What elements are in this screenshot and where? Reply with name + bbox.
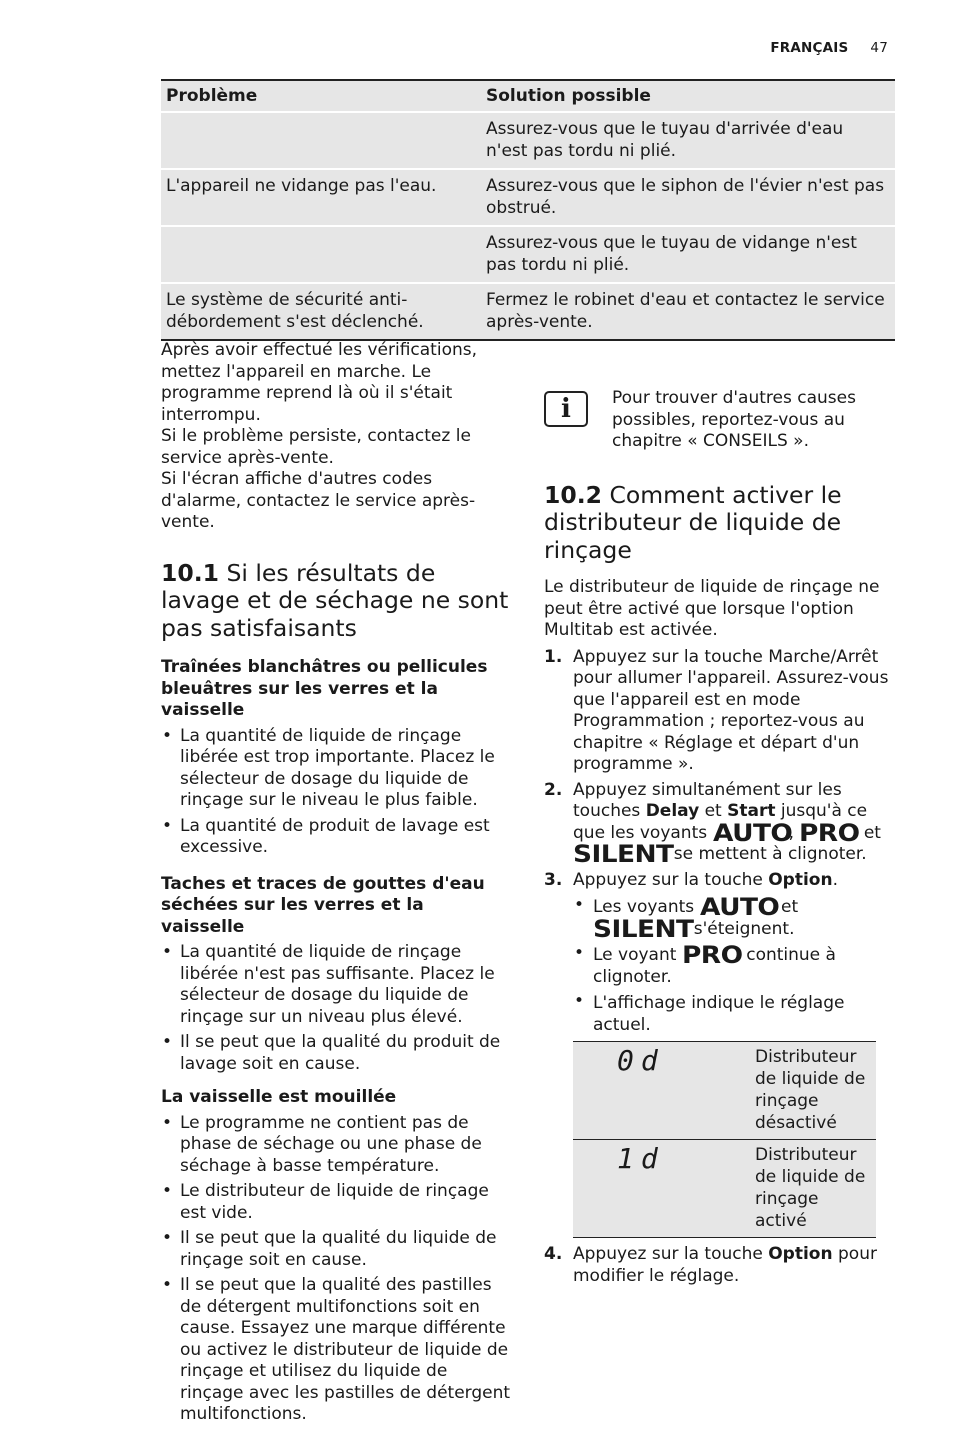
item-text: Les voyants — [593, 897, 700, 917]
info-note — [544, 388, 896, 453]
display-code: 1d — [573, 1140, 749, 1238]
bullet-list — [161, 942, 511, 1075]
list-item — [573, 941, 896, 988]
list-item — [573, 893, 896, 943]
step-number: 4. — [544, 1244, 563, 1264]
subheading: Taches et traces de gouttes d'eau séchées sur les verres et la vaisselle — [161, 873, 485, 937]
list-item: • Il se peut que la qualité des pastilles de détergent multifonctions soit en cause. Essayez une marque différente ou activez le distributeur de liquide de rinçage et utilisez du liquide de rinçage avec les pastilles de détergent multifonctions. — [161, 1275, 511, 1426]
table-row — [573, 1140, 876, 1238]
start-key-label: Start — [727, 801, 776, 821]
left-column — [161, 340, 511, 1430]
step-text: . — [832, 869, 838, 890]
solution-cell: Assurez-vous que le tuyau de vidange n'est pas tordu ni plié. — [474, 226, 895, 283]
section-intro: Le distributeur de liquide de rinçage ne peut être activé que lorsque l'option Multitab est activée. — [544, 577, 880, 640]
table-header-row — [161, 80, 895, 112]
bullet-list — [161, 1113, 511, 1426]
pro-indicator-icon: PRO — [681, 941, 743, 969]
page-header — [770, 40, 888, 56]
section-title: Si les résultats de lavage et de séchage ne sont pas satisfaisants — [161, 558, 509, 642]
info-note-text: Pour trouver d'autres causes possibles, reportez-vous au chapitre « CONSEILS ». — [612, 388, 856, 451]
step-text: et — [858, 822, 881, 843]
step-text: jusqu'à ce que les voyants — [573, 801, 868, 843]
numbered-steps — [544, 647, 896, 1288]
problem-cell: Le système de sécurité anti-débordement s'est déclenché. — [161, 283, 474, 340]
section-number: 10.1 — [161, 558, 219, 587]
solution-cell: Assurez-vous que le siphon de l'évier n'est pas obstrué. — [474, 169, 895, 226]
table-row — [161, 283, 895, 340]
section-heading-10-2 — [544, 482, 896, 565]
intro-paragraph: Après avoir effectué les vérifications, mettez l'appareil en marche. Le programme reprend là où il s'était interrompu. — [161, 340, 478, 425]
item-text: Le voyant — [593, 945, 682, 965]
list-item: • La quantité de liquide de rinçage libérée n'est pas suffisante. Placez le sélecteur de dosage du liquide de rinçage sur un niveau plus élevé. — [161, 942, 511, 1028]
step-4 — [544, 1244, 896, 1287]
solution-cell: Fermez le robinet d'eau et contactez le service après-vente. — [474, 283, 895, 340]
list-item: • Le programme ne contient pas de phase de séchage ou une phase de séchage à basse température. — [161, 1113, 511, 1178]
display-code: 0d — [573, 1042, 749, 1140]
delay-key-label: Delay — [645, 801, 700, 821]
list-item: • Le distributeur de liquide de rinçage est vide. — [161, 1181, 511, 1224]
troubleshooting-table — [161, 79, 895, 341]
problem-cell — [161, 226, 474, 283]
info-icon: i — [544, 391, 588, 427]
problem-cell — [161, 112, 474, 169]
subheading: Traînées blanchâtres ou pellicules bleuâtres sur les verres et la vaisselle — [161, 657, 488, 720]
step-2 — [544, 780, 896, 866]
display-codes-table — [573, 1041, 876, 1238]
list-item: • La quantité de liquide de rinçage libérée est trop importante. Placez le sélecteur de dosage du liquide de rinçage sur le niveau le plus faible. — [161, 726, 511, 812]
step-text: Appuyez sur la touche — [573, 869, 769, 890]
silent-indicator-icon: SILENT — [573, 840, 674, 868]
table-row — [161, 226, 895, 283]
item-text: s'éteignent. — [688, 918, 795, 939]
step-number: 3. — [544, 869, 563, 890]
table-row — [161, 169, 895, 226]
silent-indicator-icon: SILENT — [593, 914, 694, 943]
column-header-problem: Problème — [161, 80, 474, 112]
right-column — [544, 340, 896, 1291]
solution-cell: Assurez-vous que le tuyau d'arrivée d'eau n'est pas tordu ni plié. — [474, 112, 895, 169]
step-text: , — [788, 822, 800, 843]
bullet-list — [161, 726, 511, 859]
step-text: Appuyez sur la touche Marche/Arrêt pour allumer l'appareil. Assurez-vous que l'appareil est en mode Programmation ; reportez-vous au chapitre « Réglage et départ d'un programme ». — [573, 646, 889, 774]
step-number: 2. — [544, 779, 563, 800]
list-item: • La quantité de produit de lavage est excessive. — [161, 816, 511, 859]
step-1 — [544, 647, 896, 776]
subheading: La vaisselle est mouillée — [161, 1087, 397, 1107]
option-key-label: Option — [768, 1244, 833, 1264]
table-row — [573, 1042, 876, 1140]
step-text: pour modifier le réglage. — [573, 1244, 877, 1286]
page-number: 47 — [870, 40, 888, 56]
table-row — [161, 112, 895, 169]
section-label: FRANÇAIS — [770, 40, 849, 56]
step-3 — [544, 870, 896, 1239]
item-text: et — [775, 897, 799, 917]
pro-indicator-icon: PRO — [799, 818, 860, 847]
list-item: • Il se peut que la qualité du produit de lavage soit en cause. — [161, 1032, 511, 1075]
step-text: se mettent à clignoter. — [668, 844, 867, 864]
problem-cell: L'appareil ne vidange pas l'eau. — [161, 169, 474, 226]
step-text: Appuyez sur la touche — [573, 1244, 769, 1264]
step-text: Appuyez simultanément sur les touches — [573, 779, 842, 821]
list-item: • L'affichage indique le réglage actuel. — [573, 993, 896, 1036]
section-heading-10-1 — [161, 560, 511, 643]
list-item: • Il se peut que la qualité du liquide de rinçage soit en cause. — [161, 1228, 511, 1271]
column-header-solution: Solution possible — [474, 80, 895, 112]
sub-list — [573, 893, 896, 1036]
display-code-description: Distributeur de liquide de rinçage désactivé — [749, 1042, 876, 1140]
option-key-label: Option — [768, 869, 833, 890]
item-text: continue à clignoter. — [593, 945, 836, 987]
step-text: et — [699, 801, 728, 821]
section-number: 10.2 — [544, 480, 602, 509]
auto-indicator-icon: AUTO — [712, 818, 792, 847]
display-code-description: Distributeur de liquide de rinçage activé — [749, 1140, 876, 1238]
section-title: Comment activer le distributeur de liquide de rinçage — [544, 480, 842, 564]
intro-paragraph: Si l'écran affiche d'autres codes d'alarme, contactez le service après-vente. — [161, 469, 476, 532]
auto-indicator-icon: AUTO — [699, 893, 779, 921]
step-number: 1. — [544, 646, 563, 667]
intro-paragraph: Si le problème persiste, contactez le service après-vente. — [161, 426, 471, 468]
